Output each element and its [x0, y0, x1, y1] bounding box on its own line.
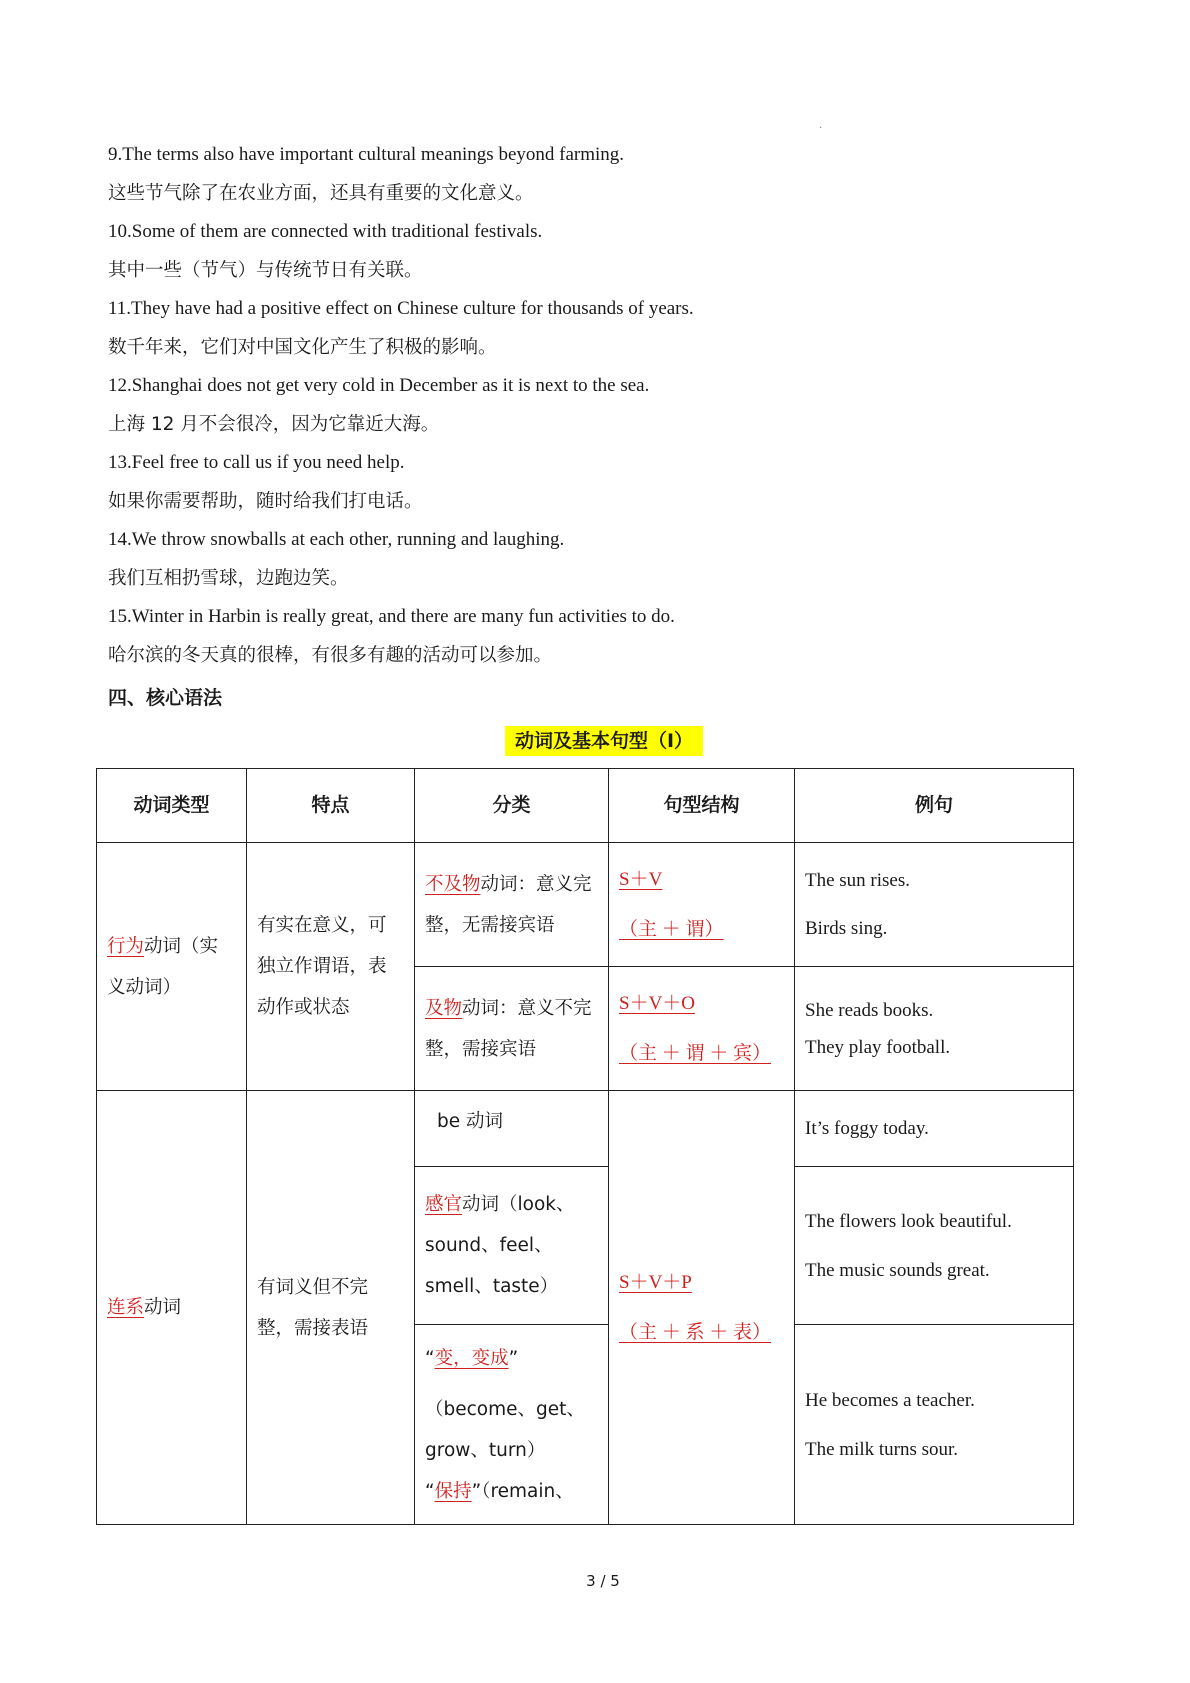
english-sentence: 11.They have had a positive effect on Chinese culture for thousands of years. — [108, 298, 694, 319]
example-sentence: It’s foggy today. — [805, 1118, 929, 1139]
linking-pattern: S＋V＋P — [619, 1271, 692, 1293]
english-sentence: 12.Shanghai does not get very cold in December as it is next to the sea. — [108, 375, 650, 396]
sentence-item — [108, 136, 1088, 213]
chinese-translation: 其中一些（节气）与传统节日有关联。 — [108, 260, 423, 281]
example-sentence: The flowers look beautiful. — [805, 1210, 1012, 1232]
english-sentence: 9.The terms also have important cultural meanings beyond farming. — [108, 144, 625, 165]
header-category: 分类 — [415, 769, 609, 843]
example-sentence: She reads books. — [805, 999, 934, 1021]
example-sentence: He becomes a teacher. — [805, 1389, 975, 1411]
english-sentence: 14.We throw snowballs at each other, running and laughing. — [108, 529, 565, 550]
header-verb-type: 动词类型 — [97, 769, 247, 843]
english-sentence: 10.Some of them are connected with traditional festivals. — [108, 221, 543, 242]
example-sentence: Birds sing. — [805, 917, 888, 939]
stray-dot: . — [819, 120, 823, 131]
action-verb-keyword: 行为 — [107, 935, 145, 957]
intransitive-pattern-zh: （主 ＋ 谓） — [619, 918, 724, 940]
intransitive-keyword: 不及物 — [425, 873, 481, 895]
linking-verb-type-cell — [97, 1091, 247, 1525]
sentence-item — [108, 290, 1088, 367]
chinese-translation: 我们互相扔雪球，边跑边笑。 — [108, 568, 349, 589]
english-sentence: 15.Winter in Harbin is really great, and there are many fun activities to do. — [108, 606, 675, 627]
section-title: 四、核心语法 — [108, 687, 223, 709]
intransitive-text: 动词：意义完整，无需接宾语 — [425, 873, 592, 936]
table-header-row — [97, 769, 1074, 843]
sentence-item — [108, 213, 1088, 290]
action-verb-feature-cell: 有实在意义，可独立作谓语，表动作或状态 — [247, 843, 415, 1091]
intransitive-pattern-cell — [609, 843, 795, 967]
transitive-text: 动词：意义不完整，需接宾语 — [425, 997, 592, 1060]
linking-pattern-zh: （主 ＋ 系 ＋ 表） — [619, 1321, 772, 1343]
table-row — [97, 843, 1074, 967]
linking-verb-keyword: 连系 — [107, 1297, 145, 1318]
action-verb-type-cell — [97, 843, 247, 1091]
intransitive-examples-cell — [795, 843, 1074, 967]
transitive-keyword: 及物 — [425, 997, 463, 1019]
transitive-pattern-zh: （主 ＋ 谓 ＋ 宾） — [619, 1042, 772, 1064]
header-example: 例句 — [795, 769, 1074, 843]
change-verb-cell: “变，变成” （become、get、grow、turn） “保持”（remain、 — [415, 1325, 609, 1525]
transitive-pattern-cell — [609, 967, 795, 1091]
chinese-translation: 如果你需要帮助，随时给我们打电话。 — [108, 491, 423, 512]
sentence-item — [108, 444, 1088, 521]
chinese-translation: 哈尔滨的冬天真的很棒，有很多有趣的活动可以参加。 — [108, 645, 553, 666]
table-row — [97, 1091, 1074, 1167]
english-sentence: 13.Feel free to call us if you need help. — [108, 452, 405, 473]
change-verb-keyword: 变，变成 — [434, 1347, 509, 1369]
example-sentence: The music sounds great. — [805, 1259, 990, 1281]
transitive-examples-cell — [795, 967, 1074, 1091]
example-sentence: They play football. — [805, 1036, 951, 1058]
sentence-list — [108, 136, 1088, 675]
chinese-translation: 这些节气除了在农业方面，还具有重要的文化意义。 — [108, 183, 534, 204]
sentence-item — [108, 598, 1088, 675]
header-feature: 特点 — [247, 769, 415, 843]
intransitive-pattern: S＋V — [619, 868, 663, 890]
sentence-item — [108, 367, 1088, 444]
sense-examples-cell — [795, 1167, 1074, 1325]
example-sentence: The sun rises. — [805, 869, 911, 891]
grammar-table — [96, 768, 1074, 1525]
change-examples-cell — [795, 1325, 1074, 1525]
sentence-item — [108, 521, 1088, 598]
be-examples-cell — [795, 1091, 1074, 1167]
chinese-translation: 数千年来，它们对中国文化产生了积极的影响。 — [108, 337, 497, 358]
linking-verb-feature-cell: 有词义但不完整，需接表语 — [247, 1091, 415, 1525]
sense-verb-cell — [415, 1167, 609, 1325]
transitive-category-cell — [415, 967, 609, 1091]
table-caption: 动词及基本句型（Ⅰ） — [505, 726, 703, 756]
linking-pattern-cell — [609, 1091, 795, 1525]
intransitive-category-cell — [415, 843, 609, 967]
linking-verb-type-text: 动词 — [144, 1297, 182, 1318]
be-verb-cell: be 动词 — [415, 1091, 609, 1167]
transitive-pattern: S＋V＋O — [619, 992, 696, 1014]
page-number: 3 / 5 — [586, 1572, 620, 1590]
action-verb-type-text: 动词（实义动词） — [107, 935, 219, 998]
sense-verb-keyword: 感官 — [425, 1194, 463, 1215]
chinese-translation: 上海 12 月不会很冷，因为它靠近大海。 — [108, 414, 440, 435]
header-pattern: 句型结构 — [609, 769, 795, 843]
example-sentence: The milk turns sour. — [805, 1438, 959, 1460]
change-verb-list: （become、get、grow、turn） — [425, 1398, 585, 1461]
keep-verb-keyword: 保持 — [434, 1480, 472, 1502]
sense-verb-text: 动词（look、sound、feel、smell、taste） — [425, 1194, 575, 1297]
